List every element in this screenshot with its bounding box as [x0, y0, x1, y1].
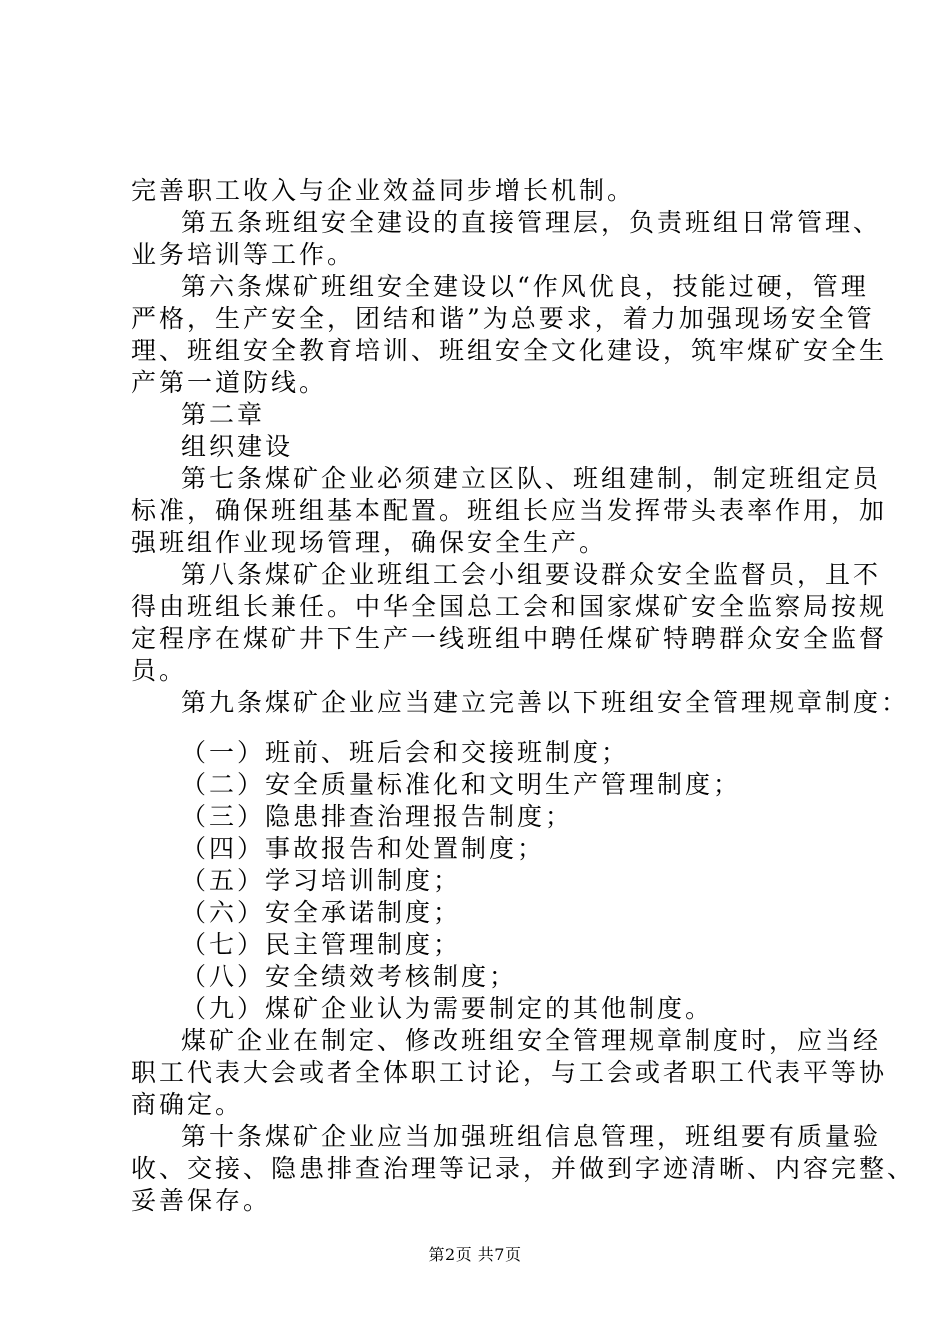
list-item: （三）隐患排查治理报告制度；	[181, 802, 574, 831]
text-line: 产第一道防线。	[131, 368, 328, 397]
text-line: 理、班组安全教育培训、班组安全文化建设，筑牢煤矿安全生	[131, 336, 888, 365]
text-line: 职工代表大会或者全体职工讨论，与工会或者职工代表平等协	[131, 1058, 888, 1087]
text-line: 业务培训等工作。	[131, 240, 356, 269]
list-item: （五）学习培训制度；	[181, 866, 462, 895]
text-line: 得由班组长兼任。中华全国总工会和国家煤矿安全监察局按规	[131, 592, 888, 621]
text-line: 员。	[131, 656, 188, 685]
chapter-number: 第二章	[181, 400, 266, 429]
text-line: 完善职工收入与企业效益同步增长机制。	[131, 176, 636, 205]
text-line: 严格，生产安全，团结和谐”为总要求，着力加强现场安全管	[131, 304, 875, 333]
text-line: 标准，确保班组基本配置。班组长应当发挥带头表率作用，加	[131, 496, 888, 525]
text-line: 收、交接、隐患排查治理等记录，并做到字迹清晰、内容完整、	[131, 1154, 916, 1183]
text-line: 第八条煤矿企业班组工会小组要设群众安全监督员，且不	[181, 560, 882, 589]
text-line: 第十条煤矿企业应当加强班组信息管理，班组要有质量验	[181, 1122, 882, 1151]
text-line: 第六条煤矿班组安全建设以“作风优良，技能过硬，管理	[181, 272, 869, 301]
page-footer: 第2页 共7页	[428, 1245, 522, 1264]
list-item: （一）班前、班后会和交接班制度；	[181, 738, 630, 767]
chapter-title: 组织建设	[181, 432, 294, 461]
text-line: 第七条煤矿企业必须建立区队、班组建制，制定班组定员	[181, 464, 882, 493]
text-line: 强班组作业现场管理，确保安全生产。	[131, 528, 608, 557]
text-line: 第九条煤矿企业应当建立完善以下班组安全管理规章制度：	[181, 688, 910, 717]
text-line: 定程序在煤矿井下生产一线班组中聘任煤矿特聘群众安全监督	[131, 624, 888, 653]
text-line: 妥善保存。	[131, 1186, 272, 1215]
list-item: （四）事故报告和处置制度；	[181, 834, 546, 863]
text-line: 煤矿企业在制定、修改班组安全管理规章制度时，应当经	[181, 1026, 882, 1055]
list-item: （六）安全承诺制度；	[181, 898, 462, 927]
text-line: 第五条班组安全建设的直接管理层，负责班组日常管理、	[181, 208, 882, 237]
list-item: （二）安全质量标准化和文明生产管理制度；	[181, 770, 742, 799]
list-item: （八）安全绩效考核制度；	[181, 962, 518, 991]
list-item: （七）民主管理制度；	[181, 930, 462, 959]
text-line: 商确定。	[131, 1090, 244, 1119]
list-item: （九）煤矿企业认为需要制定的其他制度。	[181, 994, 714, 1023]
